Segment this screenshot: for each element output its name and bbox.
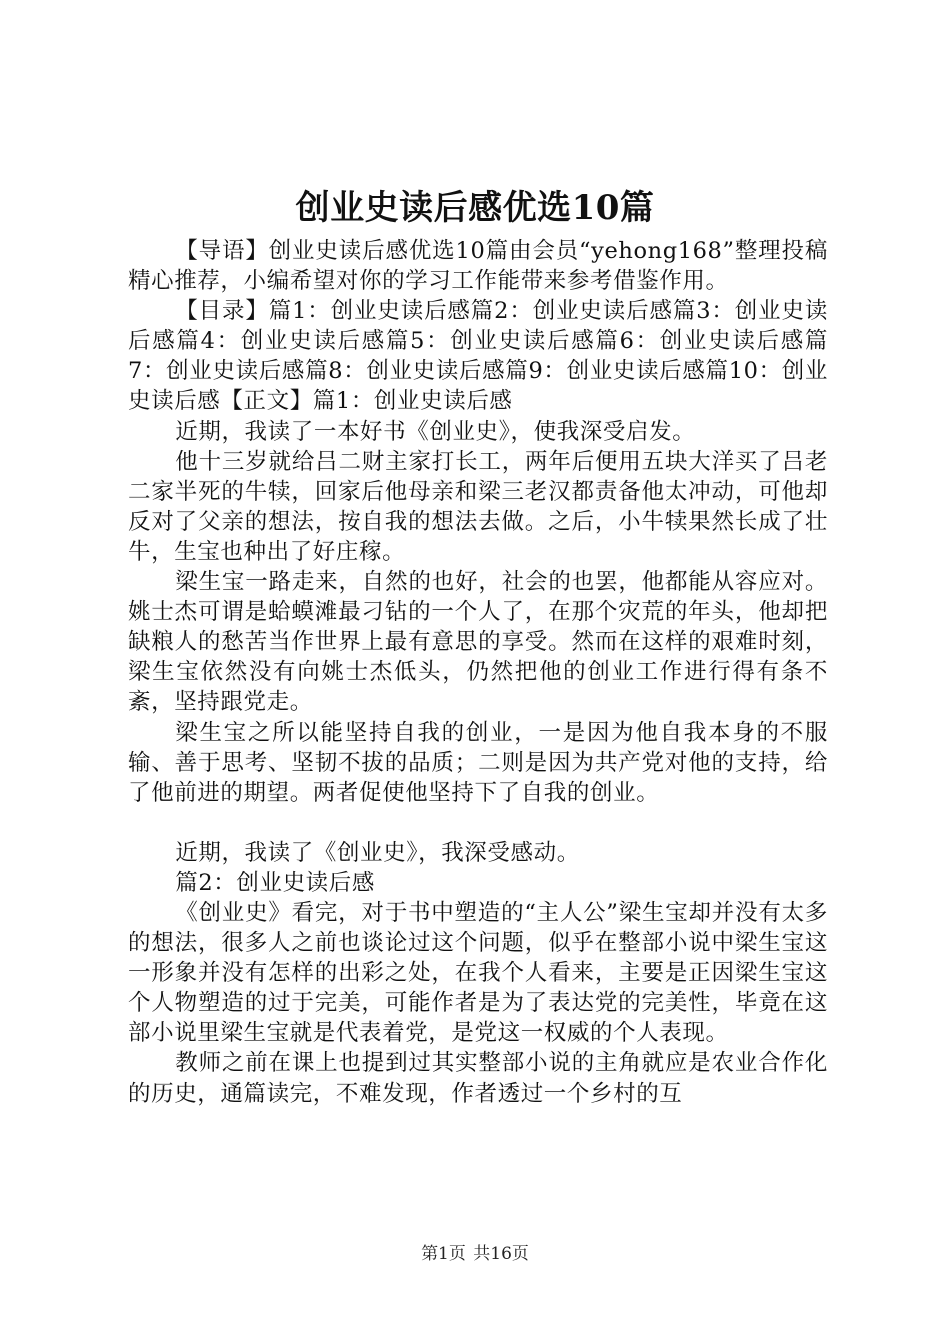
paragraph: 他十三岁就给吕二财主家打长工，两年后便用五块大洋买了吕老二家半死的牛犊，回家后他母亲和梁三老汉都责备他太冲动，可他却反对了父亲的想法，按自我的想法去做。之后，小牛犊果然长成了壮牛，生宝也种出了好庄稼。 — [128, 448, 828, 565]
paragraph: 近期，我读了《创业史》，我深受感动。 — [175, 839, 580, 866]
paragraph: 《创业史》看完，对于书中塑造的“主人公”梁生宝却并没有太多的想法，很多人之前也谈论过这个问题，似乎在整部小说中梁生宝这一形象并没有怎样的出彩之处，在我个人看来，主要是正因梁生宝这个人物塑造的过于完美，可能作者是为了表达党的完美性，毕竟在这部小说里梁生宝就是代表着党，是党这一权威的个人表现。 — [128, 899, 828, 1047]
document-body — [128, 236, 828, 1109]
page-total: 共16页 — [473, 1244, 529, 1264]
paragraph: 教师之前在课上也提到过其实整部小说的主角就应是农业合作化的历史，通篇读完，不难发现，作者透过一个乡村的互 — [128, 1050, 828, 1107]
paragraph: 梁生宝之所以能坚持自我的创业，一是因为他自我本身的不服输、善于思考、坚韧不拔的品质；二则是因为共产党对他的支持，给了他前进的期望。两者促使他坚持下了自我的创业。 — [128, 719, 828, 806]
document-title: 创业史读后感优选10篇 — [295, 188, 655, 228]
paragraph-intro: 【导语】创业史读后感优选10篇由会员“yehong168”整理投稿精心推荐，小编希望对你的学习工作能带来参考借鉴作用。 — [128, 238, 828, 295]
page-footer — [0, 1243, 950, 1265]
section-heading: 篇2：创业史读后感 — [175, 869, 375, 896]
page-number: 第1页 — [421, 1244, 466, 1264]
paragraph: 梁生宝一路走来，自然的也好，社会的也罢，他都能从容应对。姚士杰可谓是蛤蟆滩最刁钻的一个人了，在那个灾荒的年头，他却把缺粮人的愁苦当作世界上最有意思的享受。然而在这样的艰难时刻，梁生宝依然没有向姚士杰低头，仍然把他的创业工作进行得有条不紊，坚持跟党走。 — [128, 569, 828, 716]
paragraph: 近期，我读了一本好书《创业史》，使我深受启发。 — [175, 418, 696, 445]
paragraph-toc: 【目录】篇1：创业史读后感篇2：创业史读后感篇3：创业史读后感篇4：创业史读后感篇5：创业史读后感篇6：创业史读后感篇7：创业史读后感篇8：创业史读后感篇9：创业史读后感篇10：创业史读后感【正文】篇1：创业史读后感 — [128, 298, 828, 415]
